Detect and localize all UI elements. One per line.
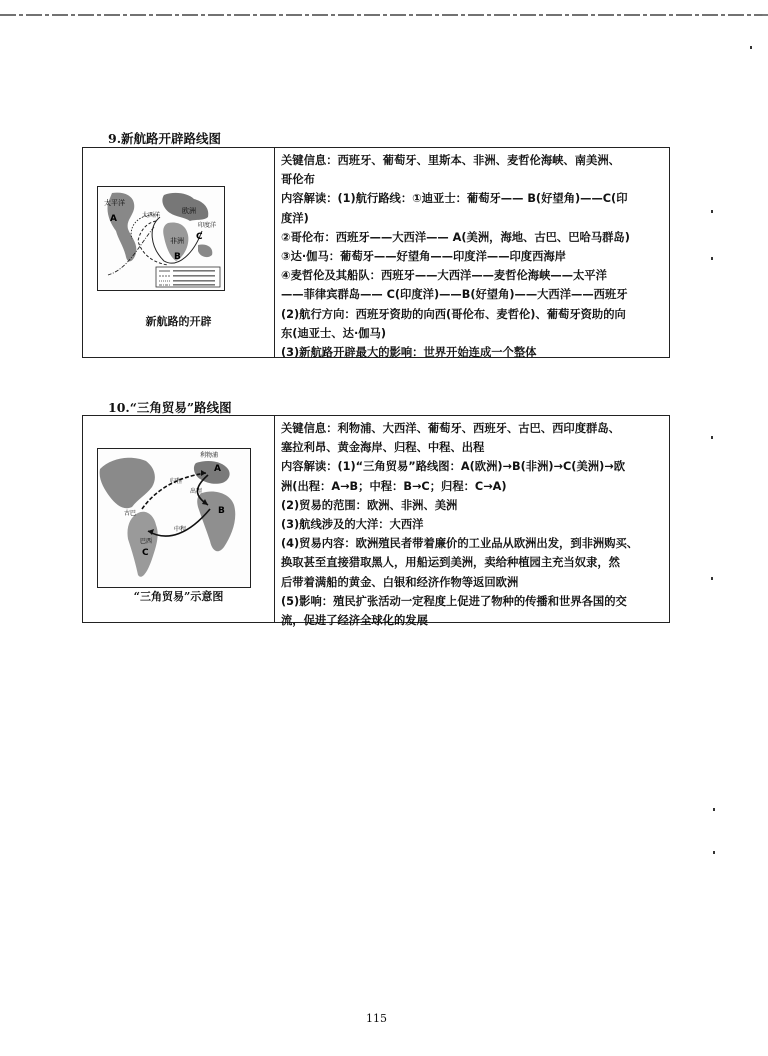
text-line: 内容解读：(1)航行路线：①迪亚士：葡萄牙—— B(好望角)——C(印 (281, 192, 628, 206)
map-label-indian: 印度洋 (198, 222, 217, 229)
text-line: (3)航线涉及的大洋：大西洋 (281, 518, 424, 532)
map-label-outbound: 出程 (190, 488, 203, 495)
map-label-atlantic: 大西洋 (142, 212, 161, 219)
text-line: 换取甚至直接猎取黑人，用船运到美洲，卖给种植园主充当奴隶，然 (281, 556, 620, 570)
text-line: ——菲律宾群岛—— C(印度洋)——B(好望角)——大西洋——西班牙 (281, 288, 628, 302)
new-routes-map (97, 186, 225, 291)
scan-speck (713, 851, 715, 854)
map-label-b: B (174, 252, 181, 262)
new-routes-text-cell (275, 148, 669, 360)
text-line: 流，促进了经济全球化的发展 (281, 614, 428, 628)
map-label-brazil: 巴西 (140, 538, 153, 545)
map-label-liverpool: 利物浦 (200, 452, 219, 459)
section-title-triangle-trade: 10.“三角贸易”路线图 (108, 400, 232, 415)
map-label-africa: 非洲 (170, 237, 184, 245)
triangle-trade-table (82, 415, 670, 628)
text-line: 东(迪亚士、达·伽马) (281, 326, 386, 340)
scan-dashed-edge (0, 12, 768, 18)
text-line: 后带着满船的黄金、白银和经济作物等返回欧洲 (281, 575, 519, 589)
text-line: 关键信息：西班牙、葡萄牙、里斯本、非洲、麦哲伦海峡、南美洲、 (281, 154, 620, 167)
text-line: (5)影响：殖民扩张活动一定程度上促进了物种的传播和世界各国的交 (281, 594, 627, 608)
map-label-return: 归程 (170, 478, 183, 485)
triangle-trade-map-graphic (98, 449, 250, 587)
map-label-c: C (142, 548, 149, 558)
text-line: (3)新航路开辟最大的影响：世界开始连成一个整体 (281, 346, 537, 360)
map-label-europe: 欧洲 (182, 207, 196, 215)
page-number: 115 (366, 1012, 387, 1025)
new-routes-figure-cell (83, 148, 275, 357)
text-line: ④麦哲伦及其船队：西班牙——大西洋——麦哲伦海峡——太平洋 (281, 269, 607, 283)
section-title-new-routes: 9.新航路开辟路线图 (108, 131, 222, 146)
scan-speck (711, 436, 713, 439)
text-line: (4)贸易内容：欧洲殖民者带着廉价的工业品从欧洲出发，到非洲购买、 (281, 537, 639, 551)
scan-speck (711, 577, 713, 580)
scan-speck (713, 808, 715, 811)
map-label-b: B (218, 506, 225, 516)
text-line: 内容解读：(1)“三角贸易”路线图：A(欧洲)→B(非洲)→C(美洲)→欧 (281, 460, 625, 474)
text-line: ②哥伦布：西班牙——大西洋—— A(美洲，海地、古巴、巴哈马群岛) (281, 230, 630, 244)
text-line: 度洋) (281, 211, 309, 225)
triangle-trade-map (97, 448, 251, 588)
map-label-a: A (214, 464, 221, 474)
map-label-middle: 中程 (174, 526, 187, 533)
text-line: (2)航行方向：西班牙资助的向西(哥伦布、麦哲伦)、葡萄牙资助的向 (281, 307, 626, 321)
triangle-trade-caption: “三角贸易”示意图 (133, 590, 224, 603)
text-line: (2)贸易的范围：欧洲、非洲、美洲 (281, 498, 458, 512)
text-line: ③达·伽马：葡萄牙——好望角——印度洋——印度西海岸 (281, 250, 566, 264)
scan-speck (711, 210, 713, 213)
map-label-cuba: 古巴 (124, 510, 137, 517)
text-line: 洲(出程：A→B；中程：B→C；归程：C→A) (281, 479, 507, 493)
triangle-trade-figure-cell (83, 416, 275, 622)
triangle-trade-text-cell (275, 416, 669, 628)
new-routes-caption: 新航路的开辟 (145, 315, 212, 328)
scan-speck (711, 257, 713, 260)
text-line: 关键信息：利物浦、大西洋、葡萄牙、西班牙、古巴、西印度群岛、 (281, 422, 620, 435)
text-line: 哥伦布 (281, 173, 315, 187)
scan-speck (750, 46, 752, 49)
map-label-a: A (110, 214, 117, 224)
new-routes-map-graphic (98, 187, 224, 290)
text-line: 塞拉利昂、黄金海岸、归程、中程、出程 (281, 441, 485, 455)
new-routes-table (82, 147, 670, 358)
map-label-c: C (196, 232, 203, 242)
map-label-pacific: 太平洋 (104, 199, 125, 207)
